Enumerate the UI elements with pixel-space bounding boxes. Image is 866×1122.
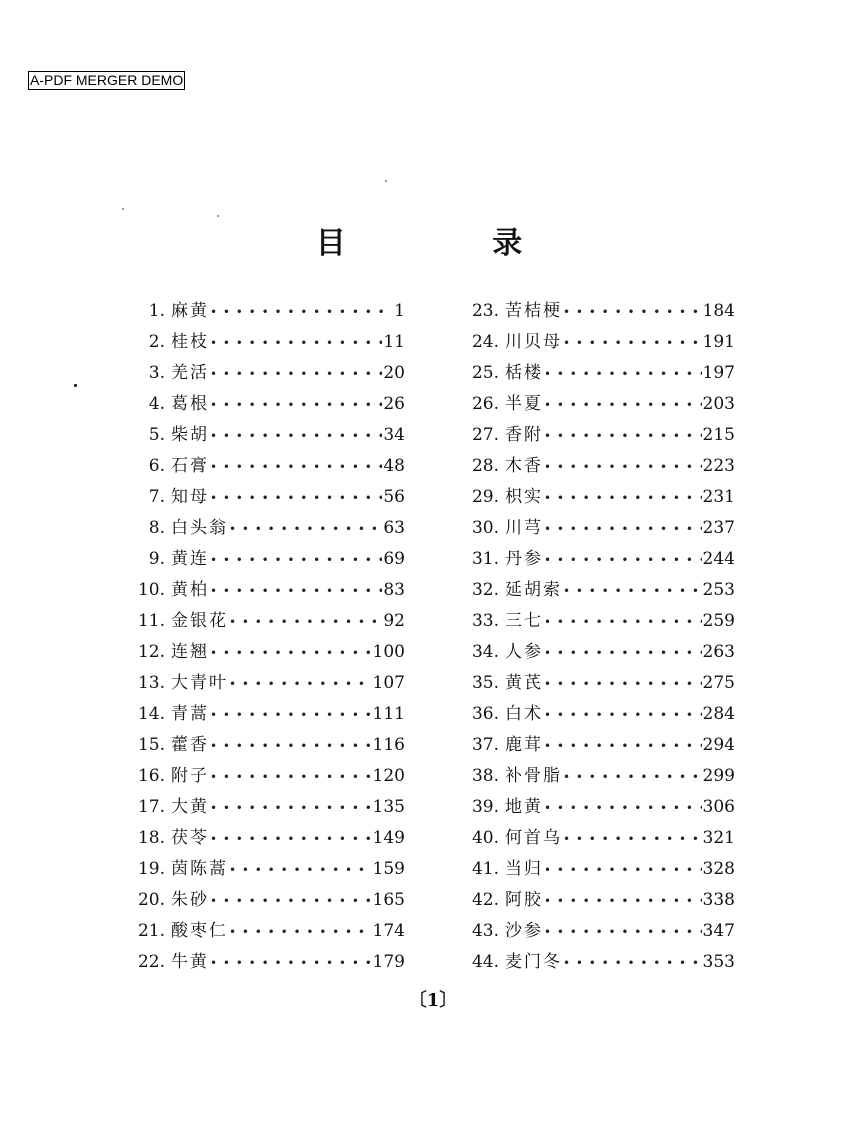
dot-leader	[210, 894, 372, 908]
entry-title: 黄柏	[171, 580, 209, 600]
entry-number: 15.	[137, 735, 165, 755]
entry-number: 1.	[148, 301, 165, 321]
entry-page: 116	[372, 735, 405, 755]
toc-entry	[115, 482, 405, 513]
entry-page: 353	[702, 952, 735, 972]
entry-page: 26	[383, 394, 405, 414]
entry-title: 苦桔梗	[505, 301, 562, 321]
entry-page: 203	[702, 394, 735, 414]
entry-page: 83	[383, 580, 405, 600]
entry-title: 大黄	[171, 797, 209, 817]
entry-number: 8.	[148, 518, 165, 538]
toc-entry	[449, 296, 735, 327]
toc-entry	[115, 761, 405, 792]
entry-title: 何首乌	[505, 828, 562, 848]
entry-title: 白头翁	[171, 518, 228, 538]
dot-leader	[544, 429, 702, 443]
dot-leader	[544, 398, 702, 412]
toc-entry	[115, 389, 405, 420]
toc-entry	[449, 885, 735, 916]
entry-title: 牛黄	[171, 952, 209, 972]
entry-title: 茵陈蒿	[171, 859, 228, 879]
entry-number: 25.	[471, 363, 499, 383]
entry-title: 延胡索	[505, 580, 562, 600]
entry-page: 263	[702, 642, 735, 662]
dot-leader	[563, 584, 702, 598]
toc-entry	[449, 637, 735, 668]
entry-page: 328	[702, 859, 735, 879]
entry-number: 2.	[148, 332, 165, 352]
entry-number: 11.	[137, 611, 165, 631]
entry-number: 6.	[148, 456, 165, 476]
toc-entry	[449, 420, 735, 451]
dot-leader	[210, 398, 382, 412]
entry-title: 知母	[171, 487, 209, 507]
entry-number: 14.	[137, 704, 165, 724]
entry-page: 63	[383, 518, 405, 538]
dot-leader	[544, 894, 702, 908]
entry-number: 26.	[471, 394, 499, 414]
entry-number: 28.	[471, 456, 499, 476]
dot-leader	[563, 832, 702, 846]
entry-number: 13.	[137, 673, 165, 693]
entry-page: 275	[702, 673, 735, 693]
dot-leader	[544, 708, 702, 722]
dot-leader	[210, 367, 382, 381]
dot-leader	[544, 553, 702, 567]
toc-entry	[115, 947, 405, 978]
entry-number: 35.	[471, 673, 499, 693]
entry-page: 338	[702, 890, 735, 910]
dot-leader	[210, 305, 384, 319]
dot-leader	[544, 491, 702, 505]
entry-page: 306	[702, 797, 735, 817]
entry-page: 244	[702, 549, 735, 569]
entry-title: 木香	[505, 456, 543, 476]
entry-page: 184	[702, 301, 735, 321]
entry-title: 枳实	[505, 487, 543, 507]
dot-leader	[210, 739, 372, 753]
entry-page: 294	[702, 735, 735, 755]
dot-leader	[210, 584, 382, 598]
toc-entry	[115, 451, 405, 482]
page-title: 目 录	[315, 226, 591, 261]
entry-page: 179	[372, 952, 405, 972]
entry-title: 川芎	[505, 518, 543, 538]
dot-leader	[563, 336, 702, 350]
entry-number: 23.	[471, 301, 499, 321]
scan-speck	[122, 208, 124, 210]
entry-title: 羌活	[171, 363, 209, 383]
toc-entry	[449, 823, 735, 854]
entry-number: 42.	[471, 890, 499, 910]
entry-number: 36.	[471, 704, 499, 724]
dot-leader	[544, 615, 702, 629]
entry-page: 231	[702, 487, 735, 507]
entry-title: 酸枣仁	[171, 921, 228, 941]
toc-entry	[115, 544, 405, 575]
dot-leader	[544, 522, 702, 536]
toc-entry	[449, 916, 735, 947]
toc-right-column	[449, 296, 735, 978]
entry-number: 40.	[471, 828, 499, 848]
entry-page: 107	[372, 673, 405, 693]
entry-title: 补骨脂	[505, 766, 562, 786]
toc-entry	[115, 885, 405, 916]
toc-entry	[115, 575, 405, 606]
toc-entry	[449, 327, 735, 358]
entry-title: 川贝母	[505, 332, 562, 352]
toc-entry	[115, 854, 405, 885]
entry-page: 1	[394, 301, 405, 321]
dot-leader	[210, 832, 372, 846]
entry-title: 鹿茸	[505, 735, 543, 755]
entry-title: 当归	[505, 859, 543, 879]
entry-number: 39.	[471, 797, 499, 817]
toc-entry	[115, 792, 405, 823]
dot-leader	[210, 336, 382, 350]
entry-number: 20.	[137, 890, 165, 910]
entry-number: 27.	[471, 425, 499, 445]
dot-leader	[210, 708, 372, 722]
entry-number: 38.	[471, 766, 499, 786]
entry-page: 174	[372, 921, 405, 941]
entry-page: 92	[383, 611, 405, 631]
toc-entry	[449, 544, 735, 575]
entry-title: 香附	[505, 425, 543, 445]
dot-leader	[210, 646, 372, 660]
entry-title: 栝楼	[505, 363, 543, 383]
entry-title: 黄连	[171, 549, 209, 569]
dot-leader	[210, 429, 382, 443]
dot-leader	[210, 801, 372, 815]
dot-leader	[210, 770, 372, 784]
toc-entry	[449, 730, 735, 761]
entry-title: 连翘	[171, 642, 209, 662]
toc-entry	[449, 575, 735, 606]
dot-leader	[544, 367, 702, 381]
dot-leader	[544, 460, 702, 474]
page-number: 〔1〕	[408, 990, 458, 1011]
toc-entry	[115, 327, 405, 358]
entry-number: 24.	[471, 332, 499, 352]
dot-leader	[544, 925, 702, 939]
entry-number: 3.	[148, 363, 165, 383]
entry-page: 159	[372, 859, 405, 879]
entry-title: 桂枝	[171, 332, 209, 352]
toc-entry	[449, 606, 735, 637]
scan-speck	[385, 180, 387, 182]
entry-number: 32.	[471, 580, 499, 600]
toc-entry	[115, 668, 405, 699]
dot-leader	[229, 863, 372, 877]
entry-title: 金银花	[171, 611, 228, 631]
toc-entry	[115, 699, 405, 730]
entry-title: 白术	[505, 704, 543, 724]
entry-title: 茯苓	[171, 828, 209, 848]
dot-leader	[544, 646, 702, 660]
entry-title: 葛根	[171, 394, 209, 414]
dot-leader	[544, 677, 702, 691]
dot-leader	[563, 956, 702, 970]
entry-page: 237	[702, 518, 735, 538]
entry-number: 5.	[148, 425, 165, 445]
entry-title: 半夏	[505, 394, 543, 414]
entry-page: 197	[702, 363, 735, 383]
demo-watermark-label: A-PDF MERGER DEMO	[30, 72, 184, 88]
entry-title: 阿胶	[505, 890, 543, 910]
toc-entry	[115, 730, 405, 761]
entry-number: 31.	[471, 549, 499, 569]
entry-page: 259	[702, 611, 735, 631]
entry-title: 丹参	[505, 549, 543, 569]
entry-number: 9.	[148, 549, 165, 569]
dot-leader	[229, 925, 372, 939]
entry-page: 20	[383, 363, 405, 383]
dot-leader	[210, 460, 382, 474]
toc-entry	[115, 358, 405, 389]
dot-leader	[563, 770, 702, 784]
dot-leader	[229, 677, 372, 691]
entry-number: 7.	[148, 487, 165, 507]
entry-page: 111	[372, 704, 405, 724]
entry-number: 12.	[137, 642, 165, 662]
entry-title: 青蒿	[171, 704, 209, 724]
toc-left-column	[115, 296, 405, 978]
toc-entry	[115, 606, 405, 637]
entry-page: 149	[372, 828, 405, 848]
dot-leader	[210, 553, 382, 567]
entry-title: 柴胡	[171, 425, 209, 445]
toc-entry	[115, 916, 405, 947]
entry-page: 34	[383, 425, 405, 445]
entry-number: 29.	[471, 487, 499, 507]
entry-title: 沙参	[505, 921, 543, 941]
toc-entry	[449, 854, 735, 885]
entry-title: 大青叶	[171, 673, 228, 693]
entry-number: 18.	[137, 828, 165, 848]
toc-entry	[449, 389, 735, 420]
entry-title: 人参	[505, 642, 543, 662]
toc-entry	[115, 513, 405, 544]
scan-speck	[74, 384, 77, 387]
entry-number: 17.	[137, 797, 165, 817]
entry-title: 朱砂	[171, 890, 209, 910]
entry-number: 33.	[471, 611, 499, 631]
entry-page: 120	[372, 766, 405, 786]
entry-number: 10.	[137, 580, 165, 600]
toc-entry	[449, 358, 735, 389]
entry-page: 284	[702, 704, 735, 724]
dot-leader	[563, 305, 702, 319]
entry-page: 100	[372, 642, 405, 662]
entry-number: 22.	[137, 952, 165, 972]
entry-page: 135	[372, 797, 405, 817]
toc-entry	[449, 761, 735, 792]
entry-page: 215	[702, 425, 735, 445]
toc-entry	[449, 482, 735, 513]
entry-number: 34.	[471, 642, 499, 662]
entry-number: 37.	[471, 735, 499, 755]
toc-entry	[449, 947, 735, 978]
entry-page: 165	[372, 890, 405, 910]
dot-leader	[210, 491, 382, 505]
entry-number: 41.	[471, 859, 499, 879]
entry-page: 56	[383, 487, 405, 507]
scan-speck	[217, 215, 219, 217]
dot-leader	[229, 615, 382, 629]
toc-entry	[449, 699, 735, 730]
entry-title: 黄芪	[505, 673, 543, 693]
entry-page: 191	[702, 332, 735, 352]
entry-page: 347	[702, 921, 735, 941]
entry-number: 16.	[137, 766, 165, 786]
entry-page: 223	[702, 456, 735, 476]
toc-entry	[449, 792, 735, 823]
dot-leader	[544, 863, 702, 877]
entry-title: 三七	[505, 611, 543, 631]
entry-page: 253	[702, 580, 735, 600]
entry-page: 48	[383, 456, 405, 476]
toc-entry	[115, 823, 405, 854]
entry-number: 19.	[137, 859, 165, 879]
entry-number: 43.	[471, 921, 499, 941]
entry-number: 30.	[471, 518, 499, 538]
entry-title: 附子	[171, 766, 209, 786]
entry-title: 石膏	[171, 456, 209, 476]
entry-title: 麻黄	[171, 301, 209, 321]
toc-entry	[115, 420, 405, 451]
dot-leader	[210, 956, 372, 970]
dot-leader	[544, 801, 702, 815]
entry-title: 地黄	[505, 797, 543, 817]
toc-entry	[449, 451, 735, 482]
dot-leader	[544, 739, 702, 753]
entry-page: 69	[383, 549, 405, 569]
toc-entry	[449, 668, 735, 699]
entry-number: 4.	[148, 394, 165, 414]
toc-entry	[115, 637, 405, 668]
entry-page: 321	[702, 828, 735, 848]
entry-title: 藿香	[171, 735, 209, 755]
entry-title: 麦门冬	[505, 952, 562, 972]
toc-entry	[449, 513, 735, 544]
toc-entry	[115, 296, 405, 327]
entry-number: 21.	[137, 921, 165, 941]
entry-page: 299	[702, 766, 735, 786]
entry-number: 44.	[471, 952, 499, 972]
entry-page: 11	[383, 332, 405, 352]
dot-leader	[229, 522, 382, 536]
